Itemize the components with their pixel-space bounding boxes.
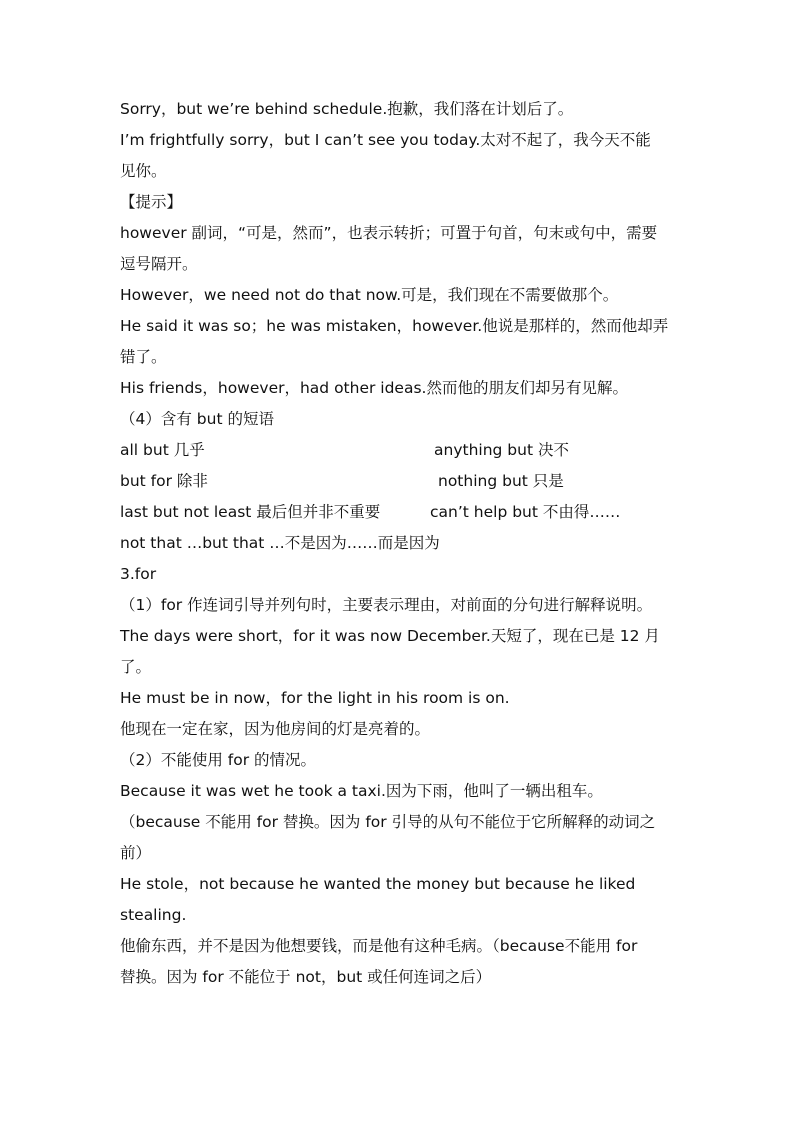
text-line: 他现在一定在家，因为他房间的灯是亮着的。 [120, 720, 431, 738]
text-line: 见你。 [120, 162, 167, 180]
phrase-row [120, 435, 680, 466]
text-line: He must be in now，for the light in his room is on. [120, 689, 510, 707]
text-line: not that …but that …不是因为……而是因为 [120, 534, 440, 552]
text-line: He said it was so；he was mistaken，however.他说是那样的，然而他却弄 [120, 317, 669, 335]
text-line: Sorry，but we’re behind schedule.抱歉，我们落在计划后了。 [120, 100, 574, 118]
subsection-heading: （1）for 作连词引导并列句时，主要表示理由，对前面的分句进行解释说明。 [120, 596, 653, 614]
text-line: however 副词，“可是，然而”，也表示转折；可置于句首，句末或句中，需要 [120, 224, 658, 242]
text-line: stealing. [120, 906, 187, 924]
phrase-row [120, 466, 680, 497]
phrase-right: anything but 决不 [434, 441, 569, 459]
text-line: I’m frightfully sorry，but I can’t see you today.太对不起了，我今天不能 [120, 131, 651, 149]
text-line: 替换。因为 for 不能位于 not，but 或任何连词之后） [120, 968, 492, 986]
subsection-heading: （2）不能使用 for 的情况。 [120, 751, 317, 769]
text-line: 错了。 [120, 348, 167, 366]
phrase-left: last but not least 最后但并非不重要 [120, 503, 381, 521]
phrase-right: can’t help but 不由得…… [430, 503, 621, 521]
phrase-right: nothing but 只是 [438, 472, 564, 490]
text-line: His friends，however，had other ideas.然而他的朋友们却另有见解。 [120, 379, 628, 397]
text-line: （because 不能用 for 替换。因为 for 引导的从句不能位于它所解释的动词之 [120, 813, 656, 831]
document-page [120, 94, 680, 993]
text-line: However，we need not do that now.可是，我们现在不需要做那个。 [120, 286, 619, 304]
text-line: 了。 [120, 658, 152, 676]
subsection-heading: （4）含有 but 的短语 [120, 410, 274, 428]
phrase-row [120, 497, 680, 528]
phrase-left: all but 几乎 [120, 441, 205, 459]
phrase-left: but for 除非 [120, 472, 208, 490]
text-line: 逗号隔开。 [120, 255, 198, 273]
text-line: Because it was wet he took a taxi.因为下雨，他叫了一辆出租车。 [120, 782, 603, 800]
text-line: He stole，not because he wanted the money but because he liked [120, 875, 636, 893]
text-line: 他偷东西，并不是因为他想要钱，而是他有这种毛病。（because不能用 for [120, 937, 638, 955]
text-line: The days were short，for it was now December.天短了，现在已是 12 月 [120, 627, 660, 645]
section-heading: 3.for [120, 565, 157, 583]
section-heading: 【提示】 [120, 193, 183, 211]
text-line: 前） [120, 844, 152, 862]
